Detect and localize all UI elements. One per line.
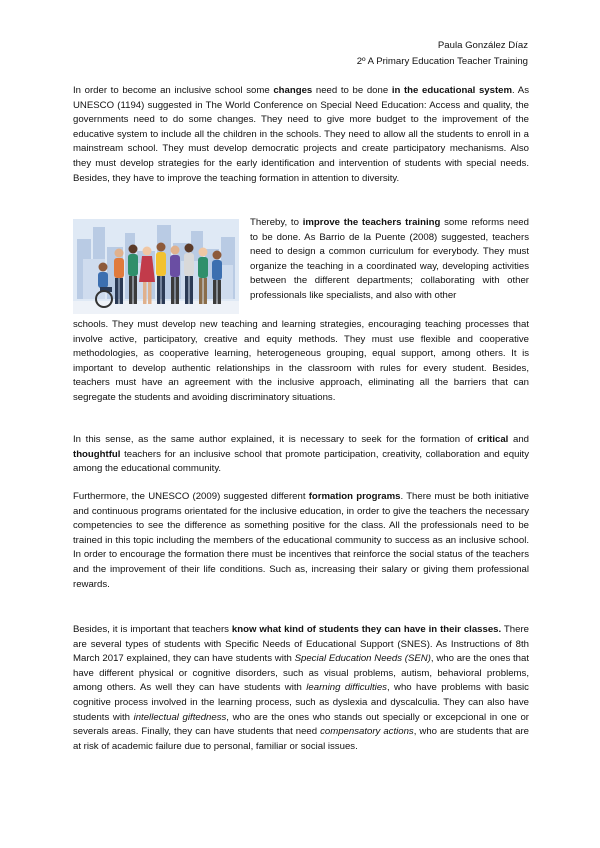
header-course: 2º A Primary Education Teacher Training xyxy=(356,56,528,67)
paragraph-types-of-students: Besides, it is important that teachers know what kind of students they can have in their classes. There are several types of students with Specific Needs of Educational Support (SNES). As Instructions of 8th March 2017 explained, they can have students with Special Education Needs (SEN), who are the ones that have different physical or cognitive disorders, such as visual problems, autism, behavioral problems, among others. As well they can have students with learning difficulties, who have problems with basic cognitive process involved in the learning process, such as dyslexia and dyscalculia. They can also have students with intellectual giftedness, who are the ones who stands out specially or excepcional in one or severals areas. Finally, they can have students that need compensatory actions, who are students that are at risk of academic failure due to personal, familiar or social issues. xyxy=(73,624,530,752)
diverse-people-illustration xyxy=(73,219,239,314)
paragraph-critical-teachers: In this sense, as the same author explained, it is necessary to seek for the formation of critical and thoughtful teachers for an inclusive school that promote participation, creativity, collaboration and equity among the educational community. xyxy=(73,434,529,475)
paragraph-formation-programs: Furthermore, the UNESCO (2009) suggested different formation programs. There must be both initiative and continuous programs orientated for the inclusive education, in order to give the teachers the necessary competencies to see the difference as something positive for the class. All the professionals need to be trained in this topic including the members of the educational community to success as an inclusive school. In order to encourage the formation there must be incentives that reinforce the social status of the teachers and the improvement of their life conditions. Such as, increasing their salary or giving them professional rewards. xyxy=(73,491,529,590)
header-author: Paula González Díaz xyxy=(437,40,528,51)
paragraph-teacher-training-beside-image: Thereby, to improve the teachers training some reforms need to be done. As Barrio de la Puente (2008) suggested, teachers need to design a common curriculum for everybody. They must organize the teaching in a coordinated way, developing activities between the different departments; collaborating with other professionals like specialists, and also with other xyxy=(250,217,529,301)
paragraph-teacher-training-continued: schools. They must develop new teaching and learning strategies, encouraging teaching processes that involve active, participatory, creative and equity methods. They must use flexible and cooperative methodologies, as cooperative learning, heterogeneous grouping, equal support, among others. It is important to develop authentic relationships in the classroom with rules for every student. Besides, teachers must have an agreement with the inclusive approach, eliminating all the barriers that can segregate the students and avoiding discriminatory situations. xyxy=(73,319,529,403)
paragraph-education-system-changes: In order to become an inclusive school some changes need to be done in the educational system. As UNESCO (1194) suggested in The World Conference on Special Need Education: Access and quality, the governments need to do some changes. They need to give more budget to the improvement of the educative system to include all the children in the schools. They need to allow all the students to enroll in a mainstream school. They must develop democratic projects and create participatory mechanisms. Also they must develop strategies for the early identification and intervention of students with special needs. Besides, they have to improve the teaching formation in attention to diversity. xyxy=(73,85,530,184)
